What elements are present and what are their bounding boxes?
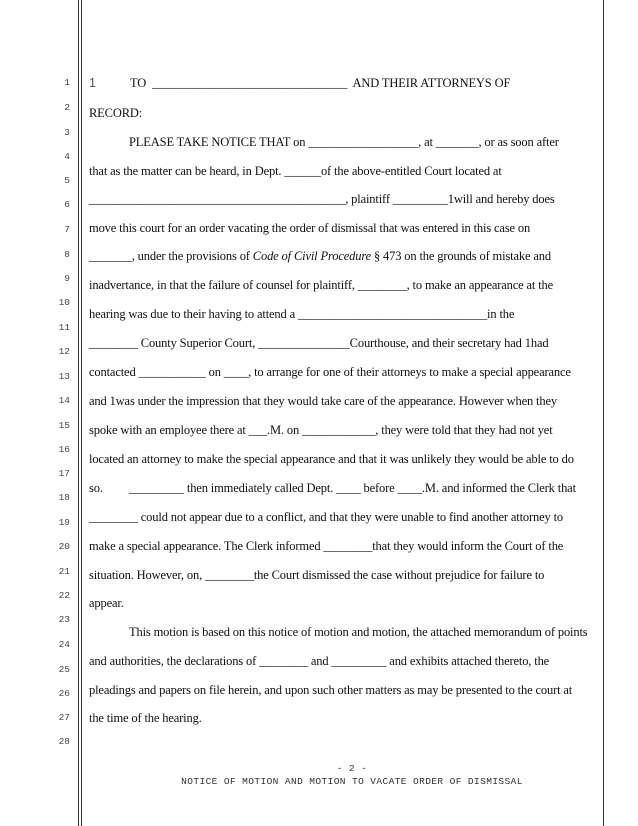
- line-number: 14: [58, 395, 70, 406]
- line-number: 26: [58, 688, 70, 699]
- right-margin-rule: [603, 0, 604, 826]
- text-line: that as the matter can be heard, in Dept. ______of the above-entitled Court located at: [89, 164, 502, 178]
- text-line: located an attorney to make the special appearance and that it was unlikely they would be able to do: [89, 452, 574, 466]
- line-number: 11: [58, 322, 70, 333]
- line-number: 9: [64, 273, 70, 284]
- line-number: 12: [58, 346, 70, 357]
- text-line: appear.: [89, 596, 124, 610]
- line-number: 16: [58, 444, 70, 455]
- footer-title: NOTICE OF MOTION AND MOTION TO VACATE ORDER OF DISMISSAL: [181, 776, 523, 787]
- left-margin-rule-outer: [78, 0, 79, 826]
- text-line: inadvertance, in that the failure of counsel for plaintiff, ________, to make an appearance at the: [89, 278, 554, 292]
- text-line: ________ County Superior Court, _______________Courthouse, and their secretary had 1had: [89, 336, 549, 350]
- text-line: situation. However, on, ________the Court dismissed the case without prejudice for failure to: [89, 568, 545, 582]
- line-number: 6: [64, 199, 70, 210]
- line-number: 19: [58, 517, 70, 528]
- text-line: and 1was under the impression that they would take care of the appearance. However when they: [89, 394, 557, 408]
- line-number: 4: [64, 151, 70, 162]
- text-line: pleadings and papers on file herein, and upon such other matters as may be presented to the court at: [89, 683, 573, 697]
- statute-citation: Code of Civil Procedure: [252, 249, 371, 263]
- line-number: 22: [58, 590, 70, 601]
- line-marker: 1: [89, 76, 96, 90]
- page-number: - 2 -: [336, 763, 368, 774]
- text-line: __________________________________________, plaintiff _________1will and hereby does: [89, 192, 555, 206]
- text-line: [89, 134, 601, 150]
- line-number: 27: [58, 712, 70, 723]
- line-number: 2: [64, 102, 70, 113]
- text-line: [89, 624, 601, 640]
- text-line: [89, 75, 601, 91]
- line-number: 10: [58, 297, 70, 308]
- text-line: move this court for an order vacating the order of dismissal that was entered in this case on: [89, 221, 531, 235]
- line-number: 18: [58, 492, 70, 503]
- text-line: hearing was due to their having to attend a _______________________________in the: [89, 307, 515, 321]
- line-number: 21: [58, 566, 70, 577]
- line-number: 1: [64, 77, 70, 88]
- line-number: 13: [58, 371, 70, 382]
- text-line: make a special appearance. The Clerk informed ________that they would inform the Court of the: [89, 539, 564, 553]
- line-number: 23: [58, 614, 70, 625]
- line-number: 17: [58, 468, 70, 479]
- text-line: the time of the hearing.: [89, 711, 202, 725]
- line-number: 15: [58, 420, 70, 431]
- line-number: 25: [58, 664, 70, 675]
- line-number: 3: [64, 127, 70, 138]
- line-number: 24: [58, 639, 70, 650]
- text-line: _______, under the provisions of Code of Civil Procedure § 473 on the grounds of mistake and: [89, 249, 551, 263]
- notice-opening: PLEASE TAKE NOTICE THAT on __________________, at _______, or as soon after: [129, 135, 559, 149]
- line-number: 20: [58, 541, 70, 552]
- line-number: 28: [58, 736, 70, 747]
- text-line: spoke with an employee there at ___.M. on ____________, they were told that they had not yet: [89, 423, 553, 437]
- text-line: so. _________ then immediately called Dept. ____ before ____.M. and informed the Clerk that: [89, 481, 576, 495]
- line-number: 7: [64, 224, 70, 235]
- text-line: contacted ___________ on ____, to arrange for one of their attorneys to make a special appearance: [89, 365, 571, 379]
- left-margin-rule-inner: [81, 0, 82, 826]
- addressee-line: TO ________________________________ AND THEIR ATTORNEYS OF: [130, 76, 511, 90]
- text-line: ________ could not appear due to a conflict, and that they were unable to find another attorney to: [89, 510, 564, 524]
- text-line: RECORD:: [89, 106, 143, 120]
- line-number: 5: [64, 175, 70, 186]
- text-line: and authorities, the declarations of ________ and _________ and exhibits attached thereto, the: [89, 654, 550, 668]
- line-number: 8: [64, 249, 70, 260]
- motion-basis-opening: This motion is based on this notice of motion and motion, the attached memorandum of points: [129, 625, 588, 639]
